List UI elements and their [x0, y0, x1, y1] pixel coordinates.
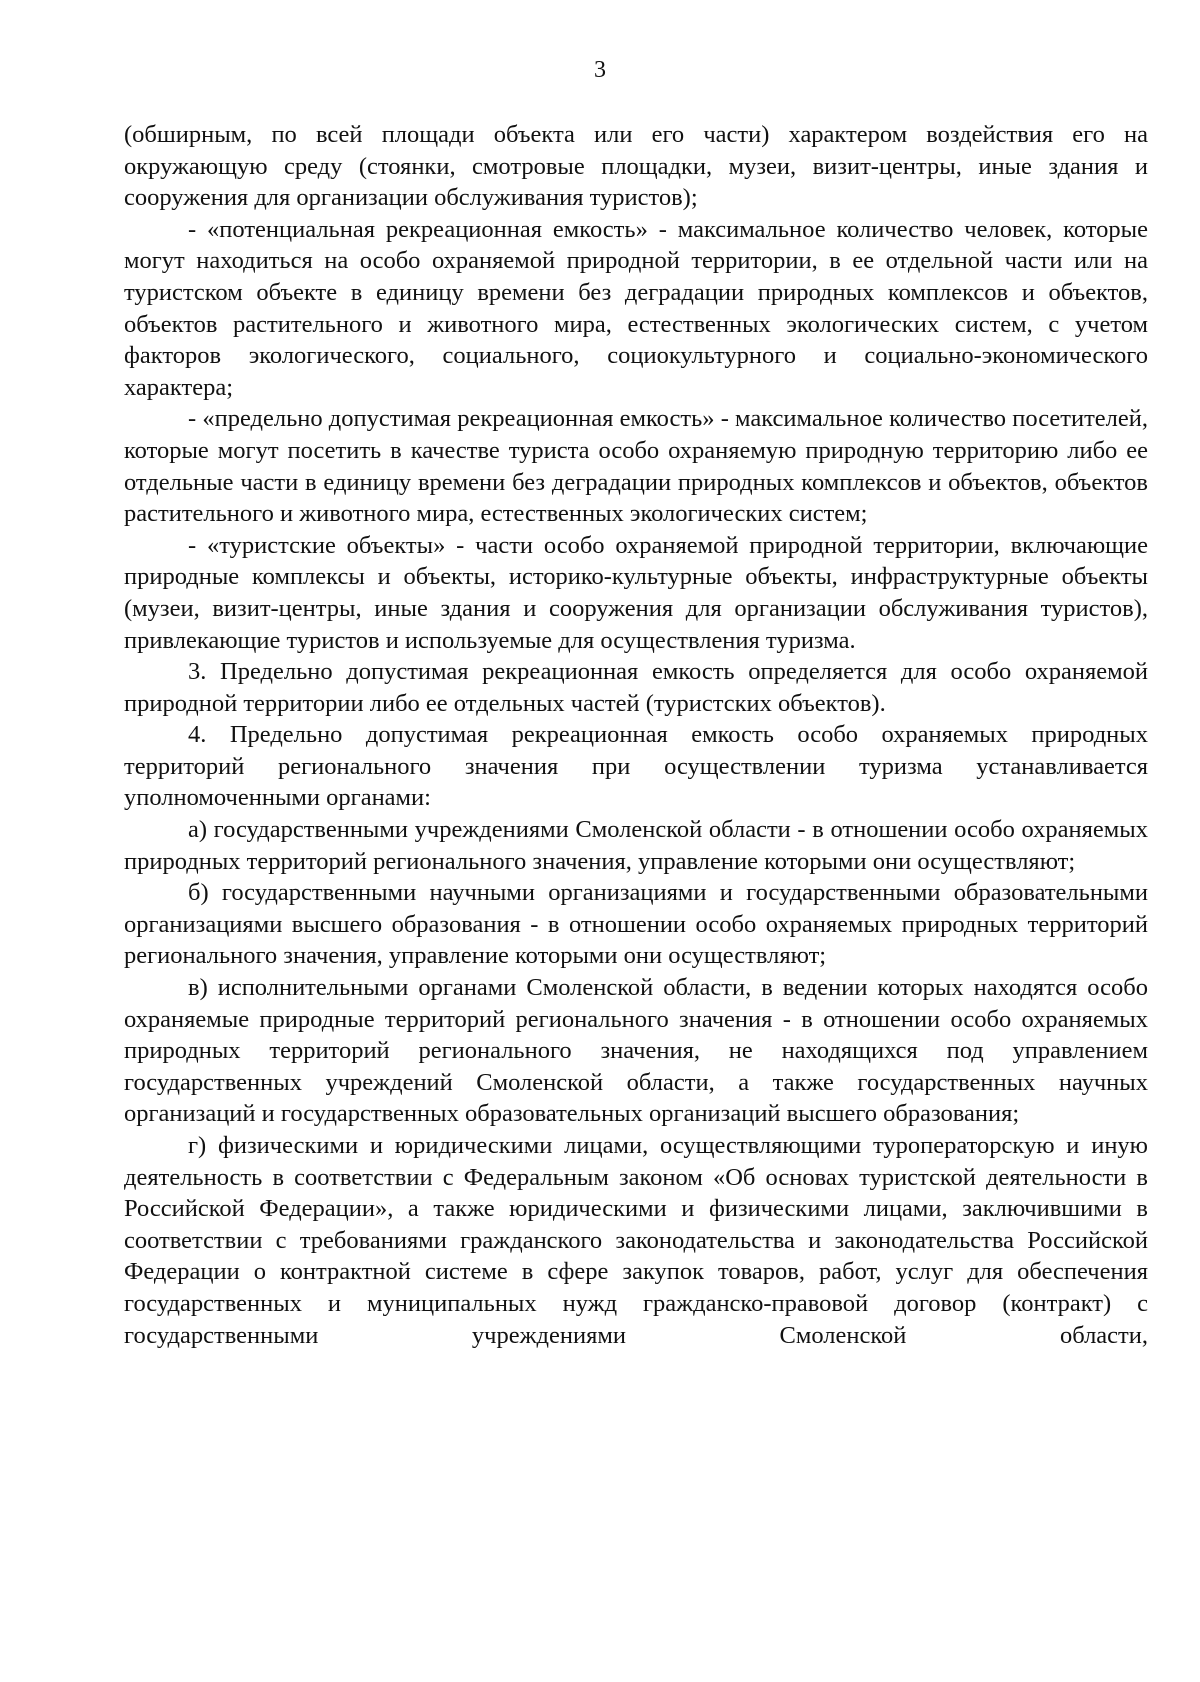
- definition-max-allowed-capacity: - «предельно допустимая рекреационная емкость» - максимальное количество посетителей, которые могут посетить в качестве туриста особо охраняемую природную территорию либо ее отдельные части в единицу времени без деградации природных комплексов и объектов, объектов растительного и животного мира, естественных экологических систем;: [124, 405, 1148, 528]
- clause-4-item-v: в) исполнительными органами Смоленской области, в ведении которых находятся особо охраняемые природные территорий регионального значения - в отношении особо охраняемых природных территорий регионального значения, не находящихся под управлением государственных учреждений Смоленской области, а также государственных научных организаций и государственных образовательных организаций высшего образования;: [124, 974, 1148, 1128]
- clause-4-item-b: б) государственными научными организациями и государственными образовательными организациями высшего образования - в отношении особо охраняемых природных территорий регионального значения, управление которыми они осуществляют;: [124, 879, 1148, 970]
- page-number: 3: [594, 57, 606, 83]
- clause-3: 3. Предельно допустимая рекреационная емкость определяется для особо охраняемой природной территории либо ее отдельных частей (туристских объектов).: [124, 658, 1148, 717]
- paragraph-continuation: (обширным, по всей площади объекта или его части) характером воздействия его на окружающую среду (стоянки, смотровые площадки, музеи, визит-центры, иные здания и сооружения для организации обслуживания туристов);: [124, 121, 1148, 212]
- definition-potential-capacity: - «потенциальная рекреационная емкость» - максимальное количество человек, которые могут находиться на особо охраняемой природной территории, в ее отдельной части или на туристском объекте в единицу времени без деградации природных комплексов и объектов, объектов растительного и животного мира, естественных экологических систем, с учетом факторов экологического, социального, социокультурного и социально-экономического характера;: [124, 215, 1148, 401]
- document-body: [124, 119, 1148, 1351]
- clause-4: 4. Предельно допустимая рекреационная емкость особо охраняемых природных территорий регионального значения при осуществлении туризма устанавливается уполномоченными органами:: [124, 721, 1148, 812]
- clause-4-item-a: а) государственными учреждениями Смоленской области - в отношении особо охраняемых природных территорий регионального значения, управление которыми они осуществляют;: [124, 816, 1148, 875]
- definition-tourist-objects: - «туристские объекты» - части особо охраняемой природной территории, включающие природные комплексы и объекты, историко-культурные объекты, инфраструктурные объекты (музеи, визит-центры, иные здания и сооружения для организации обслуживания туристов), привлекающие туристов и используемые для осуществления туризма.: [124, 531, 1148, 654]
- clause-4-item-g: г) физическими и юридическими лицами, осуществляющими туроператорскую и иную деятельность в соответствии с Федеральным законом «Об основах туристской деятельности в Российской Федерации», а также юридическими и физическими лицами, заключившими в соответствии с требованиями гражданского законодательства и законодательства Российской Федерации о контрактной системе в сфере закупок товаров, работ, услуг для обеспечения государственных и муниципальных нужд гражданско-правовой договор (контракт) с государственными учреждениями Смоленской области,: [124, 1132, 1148, 1349]
